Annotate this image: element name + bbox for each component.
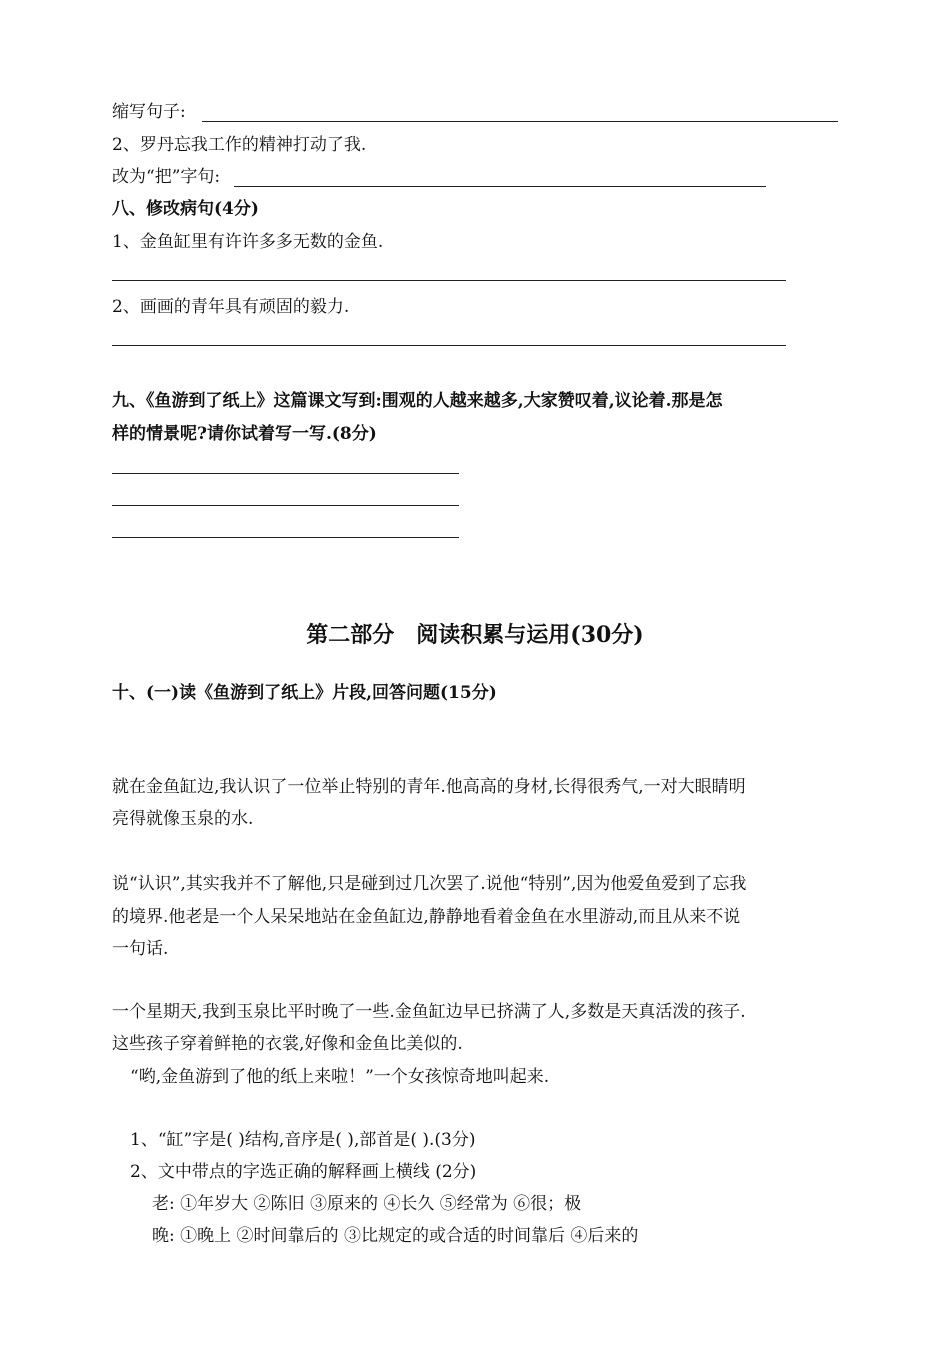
passage-p3-line1: 一个星期天,我到玉泉比平时晚了一些.金鱼缸边早已挤满了人,多数是天真活泼的孩子. [112, 1002, 746, 1022]
section8-heading: 八、修改病句(4分) [112, 199, 259, 219]
passage-p2-line2: 的境界.他老是一个人呆呆地站在金鱼缸边,静静地看着金鱼在水里游动,而且从来不说 [112, 907, 741, 927]
section8-q1-answer-line[interactable] [112, 280, 786, 281]
section8-q1: 1、金鱼缸里有许许多多无数的金鱼. [112, 232, 384, 252]
section7-q2-text: 2、罗丹忘我工作的精神打动了我. [112, 135, 367, 155]
section10-heading: 十、(一)读《鱼游到了纸上》片段,回答问题(15分) [112, 683, 497, 703]
part2-title: 第二部分 阅读积累与运用(30分) [306, 622, 644, 648]
lao-options: 老: ①年岁大 ②陈旧 ③原来的 ④长久 ⑤经常为 ⑥很；极 [152, 1194, 582, 1214]
condense-answer-line[interactable] [202, 121, 838, 122]
passage-p3-line2: 这些孩子穿着鲜艳的衣裳,好像和金鱼比美似的. [112, 1034, 463, 1054]
ba-label: 改为“把”字句: [112, 167, 221, 187]
question-1: 1、“缸”字是( )结构,音序是( ),部首是( ).(3分) [130, 1130, 476, 1150]
section9-answer-line-1[interactable] [112, 473, 459, 474]
ba-sentence-prompt [112, 166, 220, 188]
passage-p2-line3: 一句话. [112, 939, 169, 959]
section9-line2: 样的情景呢?请你试着写一写.(8分) [112, 424, 377, 444]
section9-answer-line-2[interactable] [112, 505, 459, 506]
condense-sentence-prompt [112, 101, 186, 123]
passage-p2-line1: 说“认识”,其实我并不了解他,只是碰到过几次罢了.说他“特别”,因为他爱鱼爱到了忘我 [112, 874, 747, 894]
condense-label: 缩写句子: [112, 102, 186, 122]
wan-options: 晚: ①晚上 ②时间靠后的 ③比规定的或合适的时间靠后 ④后来的 [152, 1226, 639, 1246]
question-2: 2、文中带点的字选正确的解释画上横线 (2分) [130, 1162, 477, 1182]
section8-q2: 2、画画的青年具有顽固的毅力. [112, 297, 350, 317]
passage-p1-line1: 就在金鱼缸边,我认识了一位举止特别的青年.他高高的身材,长得很秀气,一对大眼睛明 [112, 777, 746, 797]
passage-p1-line2: 亮得就像玉泉的水. [112, 809, 254, 829]
section9-answer-line-3[interactable] [112, 537, 459, 538]
section9-line1: 九、《鱼游到了纸上》这篇课文写到:围观的人越来越多,大家赞叹着,议论着.那是怎 [112, 391, 723, 411]
section8-q2-answer-line[interactable] [112, 345, 786, 346]
ba-answer-line[interactable] [234, 186, 766, 187]
passage-p4-line1: “哟,金鱼游到了他的纸上来啦！”一个女孩惊奇地叫起来. [130, 1067, 550, 1087]
